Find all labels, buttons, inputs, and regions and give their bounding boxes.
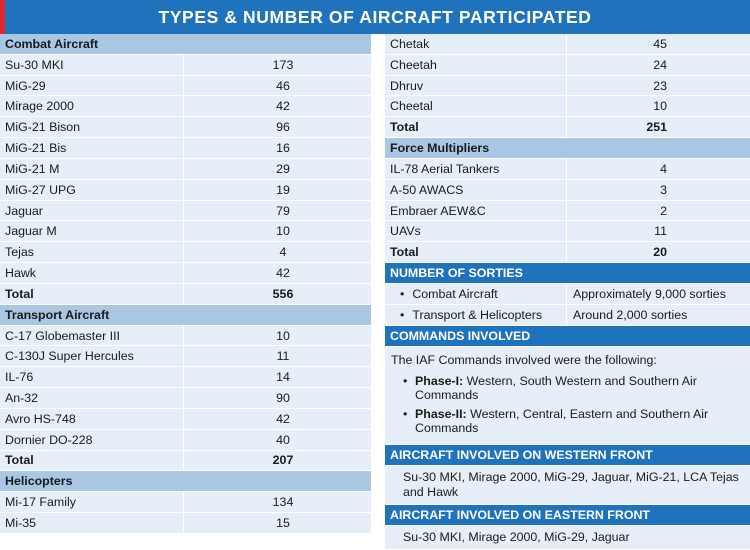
sortie-value: Around 2,000 sorties: [573, 308, 688, 323]
row-name: Dhruv: [385, 76, 567, 96]
table-row: [0, 55, 371, 76]
table-row: [0, 76, 371, 97]
list-item: [403, 374, 744, 402]
row-name: MiG-21 Bison: [0, 117, 184, 137]
table-row: [0, 409, 371, 430]
table-row: [385, 201, 750, 222]
total-row-combat: [0, 284, 371, 305]
row-count: 2: [660, 203, 667, 218]
left-column: [0, 34, 371, 534]
table-row: [0, 326, 371, 347]
row-name: UAVs: [385, 221, 567, 241]
bullet-icon: •: [400, 308, 405, 323]
row-name: IL-78 Aerial Tankers: [385, 159, 567, 179]
total-row-helicopters: [385, 117, 750, 138]
section-heading-western-front: AIRCRAFT INVOLVED ON WESTERN FRONT: [385, 445, 750, 466]
row-count: 3: [660, 182, 667, 197]
table-row: [0, 138, 371, 159]
row-count: 20: [653, 245, 667, 260]
bullet-icon: •: [403, 374, 408, 389]
row-count: 23: [653, 78, 667, 93]
western-front-text: Su-30 MKI, Mirage 2000, MiG-29, Jaguar, MiG-21, LCA Tejas and Hawk: [403, 470, 739, 500]
row-name: Hawk: [0, 263, 184, 283]
table-row: [0, 180, 371, 201]
row-name: Mi-35: [0, 513, 184, 533]
table-row: [0, 367, 371, 388]
row-name: An-32: [0, 388, 184, 408]
section-heading-combat: Combat Aircraft: [0, 34, 371, 55]
eastern-front-box: [385, 526, 750, 550]
row-count: 10: [653, 99, 667, 114]
row-count: 79: [276, 203, 290, 218]
row-count: 134: [272, 495, 294, 510]
row-name: C-17 Globemaster III: [0, 326, 184, 346]
table-row: [385, 180, 750, 201]
section-heading-helicopters: Helicopters: [0, 471, 371, 492]
row-name: MiG-21 Bis: [0, 138, 184, 158]
section-heading-sorties: NUMBER OF SORTIES: [385, 263, 750, 284]
title-banner: [0, 0, 750, 34]
table-row: [0, 117, 371, 138]
row-name: Avro HS-748: [0, 409, 184, 429]
sortie-name: Transport & Helicopters: [412, 308, 543, 323]
row-name: Jaguar M: [0, 221, 184, 241]
table-row: [385, 55, 750, 76]
row-count: 10: [276, 224, 290, 239]
row-count: 45: [653, 36, 667, 51]
phase-text: Western, South Western and Southern Air Commands: [415, 374, 697, 403]
row-name: C-130J Super Hercules: [0, 346, 184, 366]
commands-box: [385, 347, 750, 445]
row-count: 90: [276, 390, 290, 405]
row-count: 24: [653, 57, 667, 72]
table-row: [0, 346, 371, 367]
phase-label: Phase-I:: [415, 374, 464, 389]
table-row: [385, 76, 750, 97]
row-name: Tejas: [0, 242, 184, 262]
row-count: 16: [276, 141, 290, 156]
phase-text: Western, Central, Eastern and Southern Air Commands: [415, 407, 709, 436]
row-name: MiG-27 UPG: [0, 180, 184, 200]
row-count: 11: [276, 349, 290, 364]
table-row: [385, 221, 750, 242]
row-name: A-50 AWACS: [385, 180, 567, 200]
row-count: 96: [276, 120, 290, 135]
row-name: Mirage 2000: [0, 96, 184, 116]
row-count: 15: [276, 515, 290, 530]
row-name: Mi-17 Family: [0, 492, 184, 512]
row-name: Dornier DO-228: [0, 430, 184, 450]
page-title: TYPES & NUMBER OF AIRCRAFT PARTICIPATED: [158, 7, 592, 27]
section-heading-transport: Transport Aircraft: [0, 305, 371, 326]
sortie-value: Approximately 9,000 sorties: [573, 287, 726, 302]
table-row: [385, 159, 750, 180]
table-row: [0, 201, 371, 222]
row-name: MiG-29: [0, 76, 184, 96]
section-heading-force-multipliers: Force Multipliers: [385, 138, 750, 159]
row-name: Jaguar: [0, 201, 184, 221]
eastern-front-text: Su-30 MKI, Mirage 2000, MiG-29, Jaguar: [403, 530, 630, 545]
sortie-row: [385, 284, 750, 305]
right-column: [385, 34, 750, 550]
sortie-row: [385, 305, 750, 326]
section-heading-commands: COMMANDS INVOLVED: [385, 326, 750, 347]
row-count: 11: [654, 224, 667, 239]
row-count: 42: [276, 266, 290, 281]
row-count: 4: [279, 245, 287, 260]
bullet-icon: •: [400, 287, 405, 302]
row-name: Total: [385, 117, 567, 137]
row-count: 19: [276, 182, 290, 197]
table-row: [0, 159, 371, 180]
row-count: 14: [276, 370, 290, 385]
row-name: MiG-21 M: [0, 159, 184, 179]
table-row: [0, 430, 371, 451]
row-name: Cheetal: [385, 96, 567, 116]
row-count: 40: [276, 432, 290, 447]
total-row-force-multipliers: [385, 242, 750, 263]
commands-list: [385, 370, 750, 444]
row-count: 29: [276, 161, 290, 176]
row-count: 173: [272, 57, 294, 72]
row-count: 46: [276, 78, 290, 93]
sortie-name: Combat Aircraft: [412, 287, 498, 302]
row-name: Cheetah: [385, 55, 567, 75]
row-count: 10: [276, 328, 290, 343]
table-row: [0, 492, 371, 513]
row-name: Embraer AEW&C: [385, 201, 567, 221]
table-row: [0, 96, 371, 117]
section-heading-eastern-front: AIRCRAFT INVOLVED ON EASTERN FRONT: [385, 505, 750, 526]
table-row: [0, 242, 371, 263]
table-row: [0, 221, 371, 242]
row-name: Total: [385, 242, 567, 262]
table-row: [0, 513, 371, 534]
table-row: [0, 263, 371, 284]
table-row: [0, 388, 371, 409]
total-row-transport: [0, 451, 371, 472]
row-count: 556: [272, 286, 294, 301]
row-name: IL-76: [0, 367, 184, 387]
western-front-box: [385, 466, 750, 505]
row-name: Chetak: [385, 34, 567, 54]
commands-intro: The IAF Commands involved were the following:: [391, 353, 657, 368]
table-row: [385, 34, 750, 55]
row-name: Total: [0, 284, 184, 304]
row-count: 251: [646, 120, 667, 135]
row-name: Su-30 MKI: [0, 55, 184, 75]
row-count: 42: [276, 99, 290, 114]
row-name: Total: [0, 451, 184, 471]
row-count: 42: [276, 411, 290, 426]
bullet-icon: •: [403, 407, 408, 422]
table-row: [385, 96, 750, 117]
list-item: [403, 407, 744, 435]
row-count: 4: [660, 161, 667, 176]
phase-label: Phase-II:: [415, 407, 467, 422]
row-count: 207: [272, 453, 294, 468]
